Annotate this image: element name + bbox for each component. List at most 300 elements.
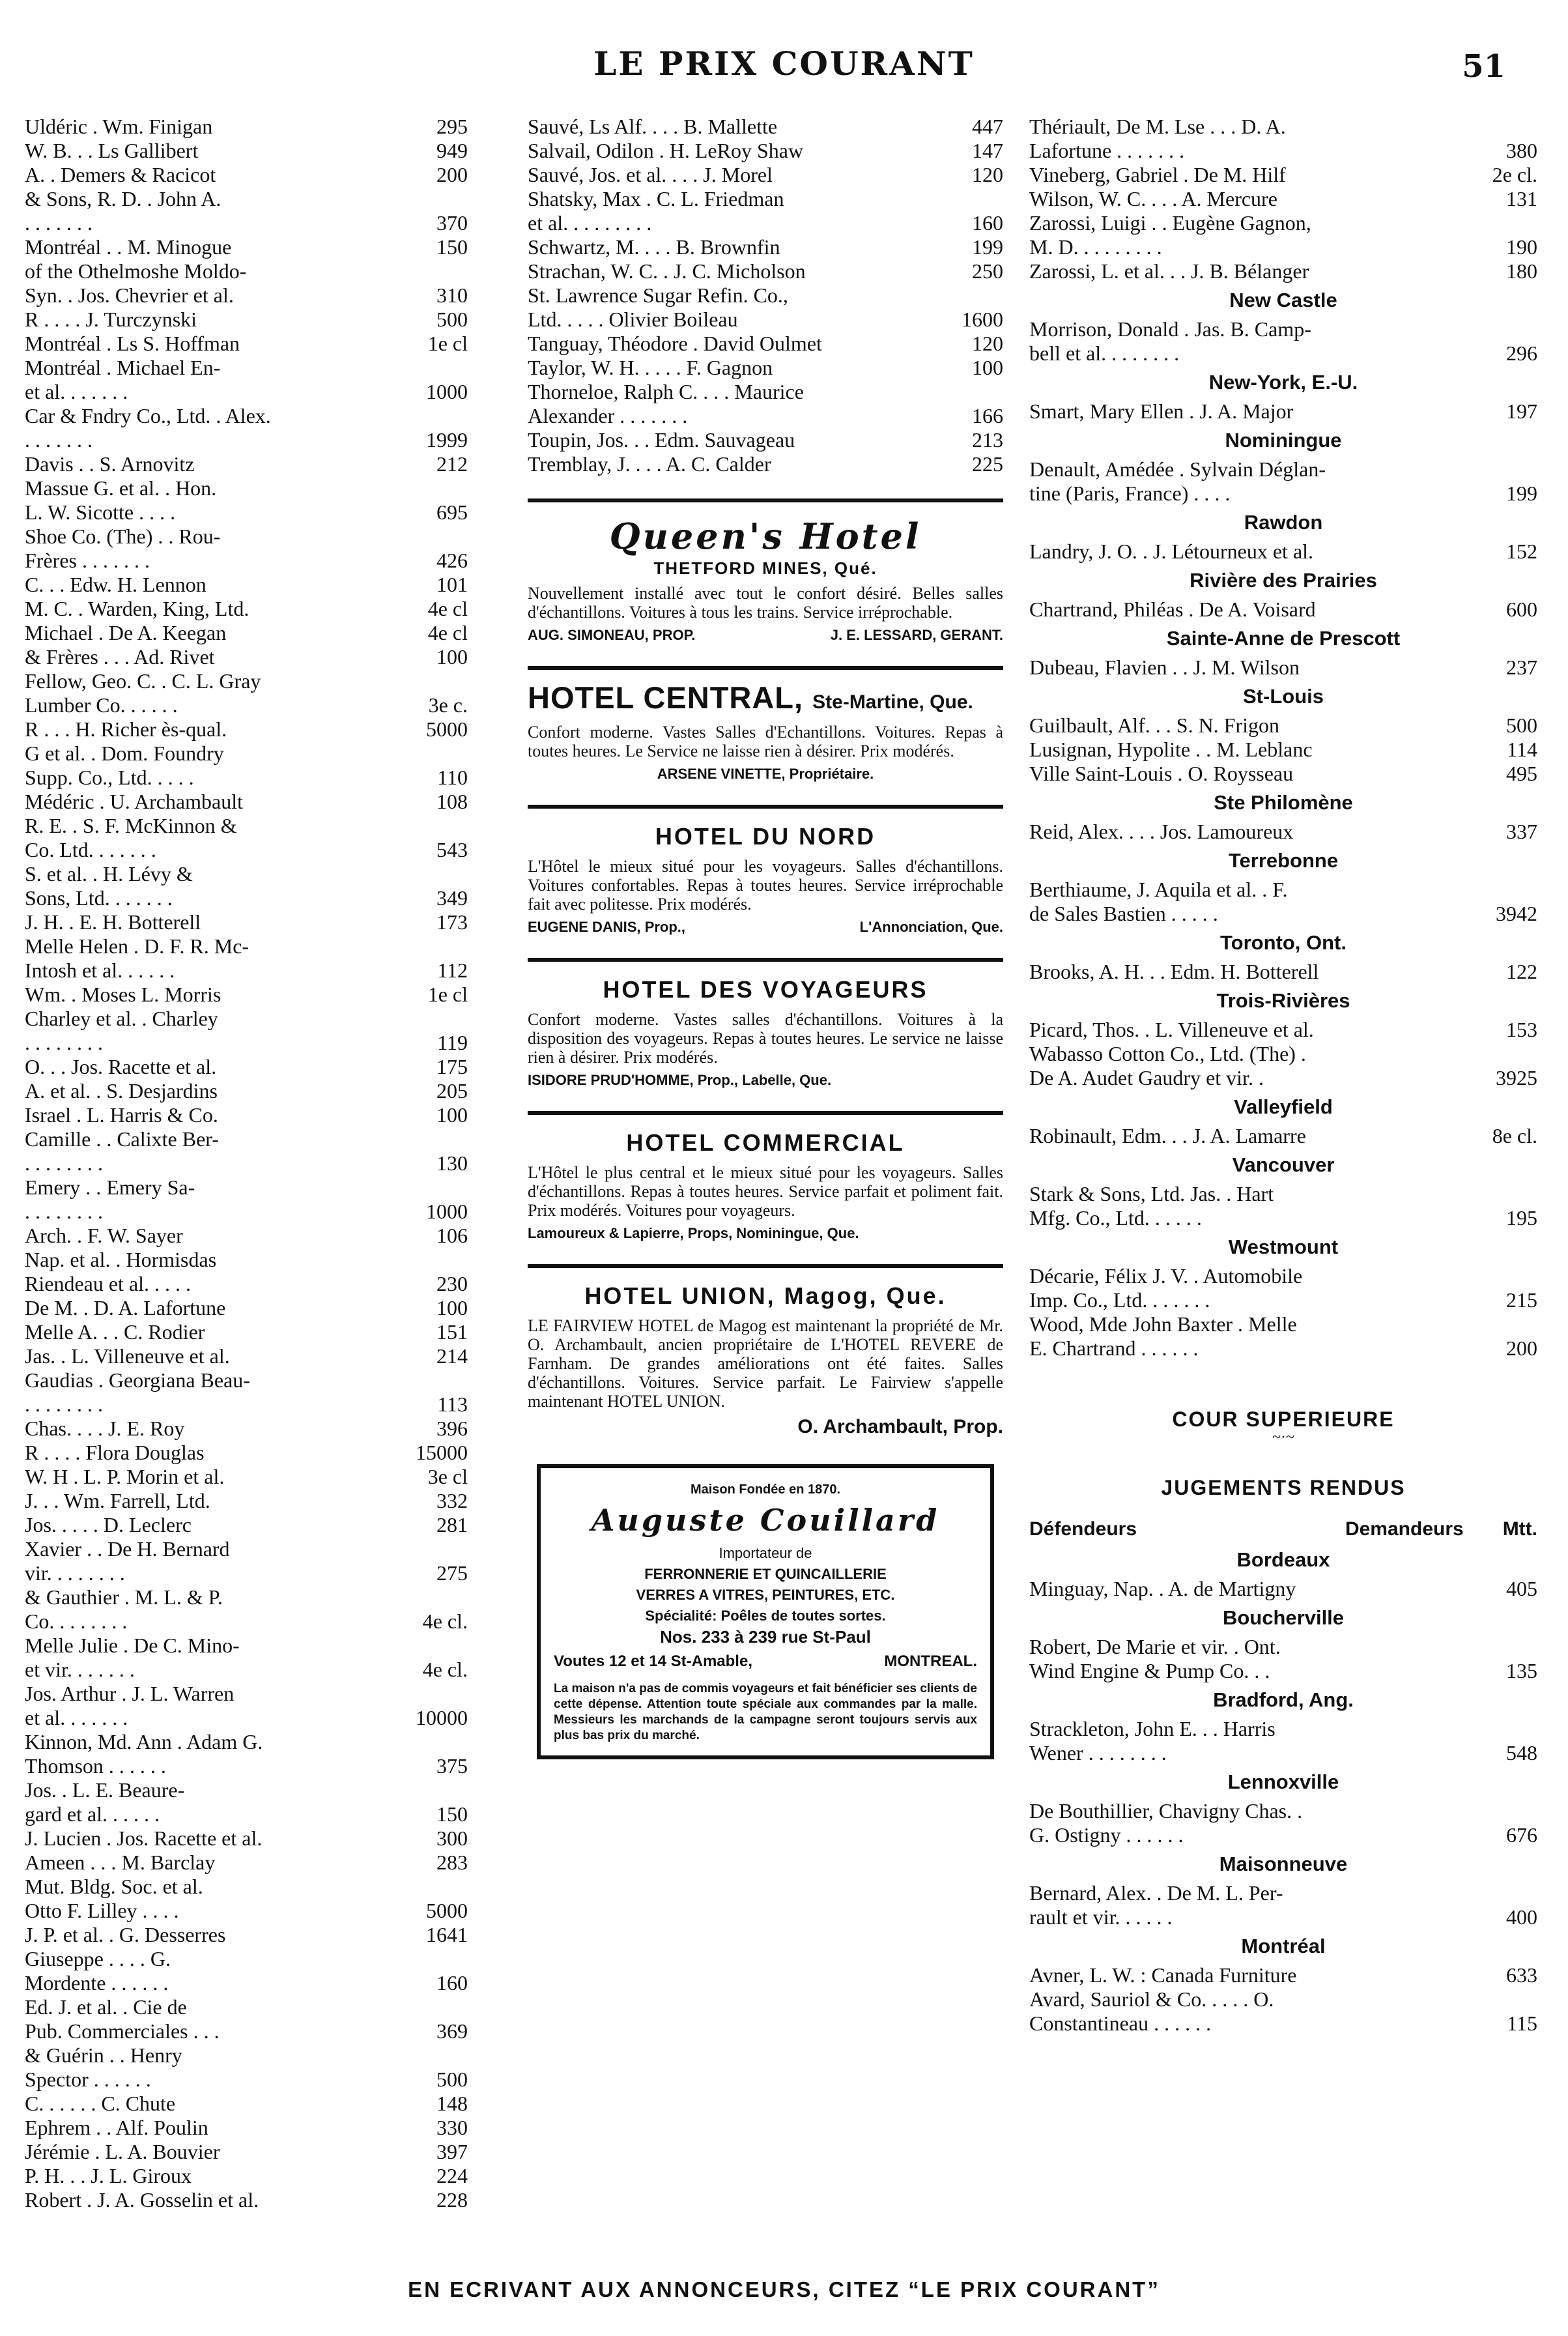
ad-name-text: HOTEL CENTRAL, bbox=[528, 680, 804, 715]
list-item bbox=[1029, 2012, 1537, 2036]
entry-amount: 337 bbox=[1506, 820, 1537, 843]
entry-amount: 113 bbox=[437, 1392, 468, 1416]
list-item bbox=[25, 1899, 468, 1923]
ad-signature bbox=[528, 919, 1003, 936]
list-item bbox=[1029, 259, 1537, 283]
entry-amount: 370 bbox=[436, 211, 468, 235]
entry-parties: et al. . . . . . . bbox=[25, 380, 128, 403]
list-item bbox=[25, 2164, 468, 2188]
list-item bbox=[25, 959, 468, 983]
list-item bbox=[1029, 211, 1537, 235]
entry-parties: M. D. . . . . . . . . bbox=[1029, 235, 1162, 259]
entry-amount: 400 bbox=[1506, 1905, 1537, 1929]
entry-amount: 5000 bbox=[426, 1899, 468, 1922]
list-item bbox=[1029, 820, 1537, 844]
entry-amount: 212 bbox=[436, 452, 468, 476]
entry-amount: 949 bbox=[436, 139, 468, 162]
middle-entries bbox=[528, 115, 1003, 476]
entry-amount: 225 bbox=[972, 452, 1003, 476]
list-item bbox=[1029, 1042, 1537, 1066]
entry-amount: 112 bbox=[437, 959, 468, 982]
entry-parties: De A. Audet Gaudry et vir. . bbox=[1029, 1066, 1264, 1089]
entry-parties: Davis . . S. Arnovitz bbox=[25, 452, 195, 476]
list-item bbox=[1029, 1659, 1537, 1683]
entry-amount: 426 bbox=[436, 549, 468, 572]
entry-amount: 237 bbox=[1506, 656, 1537, 679]
list-item bbox=[25, 693, 468, 717]
list-item bbox=[25, 1031, 468, 1055]
entry-parties: Shoe Co. (The) . . Rou- bbox=[25, 525, 221, 548]
list-item bbox=[528, 211, 1003, 235]
entry-parties: Michael . De A. Keegan bbox=[25, 621, 227, 644]
list-item bbox=[1029, 1881, 1537, 1905]
entry-parties: bell et al. . . . . . . . bbox=[1029, 341, 1180, 365]
entry-parties: Zarossi, L. et al. . . J. B. Bélanger bbox=[1029, 259, 1309, 283]
list-item bbox=[528, 187, 1003, 211]
place-heading: New-York, E.-U. bbox=[1208, 371, 1358, 394]
ad-line: Importateur de bbox=[719, 1545, 812, 1561]
ad-name: HOTEL UNION, Magog, Que. bbox=[584, 1282, 947, 1309]
entry-parties: Arch. . F. W. Sayer bbox=[25, 1224, 183, 1247]
entry-amount: 396 bbox=[436, 1417, 468, 1440]
entry-parties: Smart, Mary Ellen . J. A. Major bbox=[1029, 399, 1294, 423]
ad-hotel-des-voyageurs bbox=[528, 975, 1003, 1089]
list-item bbox=[25, 645, 468, 669]
entry-parties: Lumber Co. . . . . . bbox=[25, 693, 178, 717]
list-item bbox=[1029, 878, 1537, 902]
entry-amount: 695 bbox=[436, 500, 468, 524]
entry-amount: 500 bbox=[436, 308, 468, 331]
entry-amount: 122 bbox=[1506, 960, 1537, 983]
entry-parties: Stark & Sons, Ltd. Jas. . Hart bbox=[1029, 1182, 1274, 1205]
entry-parties: Montréal . . M. Minogue bbox=[25, 235, 232, 259]
entry-parties: Supp. Co., Ltd. . . . . bbox=[25, 766, 194, 789]
entry-parties: R. E. . S. F. McKinnon & bbox=[25, 814, 237, 837]
list-item bbox=[528, 308, 1003, 332]
list-item bbox=[1029, 1741, 1537, 1765]
entry-amount: 295 bbox=[436, 115, 468, 138]
list-item bbox=[25, 910, 468, 934]
entry-parties: Wabasso Cotton Co., Ltd. (The) . bbox=[1029, 1042, 1306, 1065]
place-heading: Vancouver bbox=[1232, 1153, 1335, 1176]
entry-parties: Spector . . . . . . bbox=[25, 2068, 151, 2091]
list-item bbox=[528, 259, 1003, 283]
entry-parties: Imp. Co., Ltd. . . . . . . bbox=[1029, 1288, 1210, 1312]
entry-parties: Mfg. Co., Ltd. . . . . . bbox=[1029, 1206, 1202, 1230]
entry-parties: Ltd. . . . . Olivier Boileau bbox=[528, 308, 738, 331]
entry-parties: Co. Ltd. . . . . . . bbox=[25, 838, 156, 861]
list-item bbox=[25, 621, 468, 645]
ad-hotel-du-nord bbox=[528, 822, 1003, 936]
list-item bbox=[25, 1344, 468, 1368]
entry-parties: M. C. . Warden, King, Ltd. bbox=[25, 597, 249, 620]
ad-name bbox=[528, 680, 1003, 717]
ad-city: MONTREAL. bbox=[884, 1652, 977, 1670]
entry-parties: Car & Fndry Co., Ltd. . Alex. bbox=[25, 404, 271, 427]
ad-signature: Lamoureux & Lapierre, Props, Nominingue, Que. bbox=[528, 1225, 859, 1241]
entry-amount: 1e cl bbox=[427, 332, 468, 355]
list-item bbox=[25, 1802, 468, 1826]
entry-parties: E. Chartrand . . . . . . bbox=[1029, 1336, 1199, 1360]
list-item bbox=[25, 308, 468, 332]
place-heading: Toronto, Ont. bbox=[1220, 931, 1347, 954]
ad-body: Confort moderne. Vastes Salles d'Echantillons. Voitures. Repas à toutes heures. Le Service ne laisse rien à désirer. Prix modérés. bbox=[528, 723, 1003, 760]
ad-signature bbox=[528, 627, 1003, 644]
list-item bbox=[25, 549, 468, 573]
entry-parties: C. . . Edw. H. Lennon bbox=[25, 573, 207, 596]
entry-parties: Israel . L. Harris & Co. bbox=[25, 1103, 218, 1127]
list-item bbox=[1029, 399, 1537, 424]
list-item bbox=[25, 2116, 468, 2140]
entry-amount: 131 bbox=[1506, 187, 1537, 210]
entry-parties: . . . . . . . . bbox=[25, 1031, 103, 1054]
place-heading: Bordeaux bbox=[1236, 1548, 1330, 1571]
list-item bbox=[25, 380, 468, 404]
ad-hotel-commercial bbox=[528, 1128, 1003, 1242]
entry-parties: S. et al. . H. Lévy & bbox=[25, 862, 193, 886]
ad-location: Ste-Martine, Que. bbox=[812, 691, 973, 713]
entry-parties: vir. . . . . . . . bbox=[25, 1561, 125, 1585]
entry-parties: Sauvé, Ls Alf. . . . B. Mallette bbox=[528, 115, 778, 138]
ad-signature: ISIDORE PRUD'HOMME, Prop., Labelle, Que. bbox=[528, 1072, 832, 1088]
entry-parties: R . . . . J. Turczynski bbox=[25, 308, 197, 331]
list-item bbox=[1029, 1264, 1537, 1288]
entry-amount: 224 bbox=[436, 2164, 468, 2187]
entry-parties: G. Ostigny . . . . . . bbox=[1029, 1823, 1184, 1847]
divider bbox=[528, 1264, 1003, 1268]
entry-amount: 173 bbox=[436, 910, 468, 934]
entry-amount: 153 bbox=[1506, 1018, 1537, 1041]
ad-signature: O. Archambault, Prop. bbox=[797, 1416, 1003, 1437]
entry-parties: Jos. Arthur . J. L. Warren bbox=[25, 1682, 235, 1705]
entry-parties: Zarossi, Luigi . . Eugène Gagnon, bbox=[1029, 211, 1311, 235]
entry-amount: 369 bbox=[436, 2019, 468, 2043]
list-item bbox=[25, 259, 468, 283]
list-item bbox=[25, 862, 468, 886]
entry-parties: Pub. Commerciales . . . bbox=[25, 2019, 220, 2043]
right-place-groups bbox=[1029, 283, 1537, 1361]
entry-amount: 15000 bbox=[416, 1441, 468, 1464]
list-item bbox=[25, 2043, 468, 2068]
entry-amount: 600 bbox=[1506, 598, 1537, 621]
entry-parties: Taylor, W. H. . . . . F. Gagnon bbox=[528, 356, 773, 379]
list-item bbox=[25, 790, 468, 814]
entry-parties: Alexander . . . . . . . bbox=[528, 404, 688, 427]
list-item bbox=[1029, 457, 1537, 482]
entry-parties: Vineberg, Gabriel . De M. Hilf bbox=[1029, 163, 1286, 186]
entry-parties: Thériault, De M. Lse . . . D. A. bbox=[1029, 115, 1286, 138]
entry-amount: 10000 bbox=[416, 1706, 468, 1729]
ad-body: L'Hôtel le plus central et le mieux situé pour les voyageurs. Salles d'échantillons. Repas à toutes heures. Service parfait et poliment fait. Prix modérés. Voitures pour voyageurs. bbox=[528, 1163, 1003, 1220]
entry-parties: Riendeau et al. . . . . bbox=[25, 1272, 192, 1295]
ad-hotel-central bbox=[528, 680, 1003, 783]
list-item bbox=[25, 332, 468, 356]
entry-amount: 106 bbox=[436, 1224, 468, 1247]
list-item bbox=[25, 838, 468, 862]
entry-amount: 281 bbox=[436, 1513, 468, 1536]
list-item bbox=[25, 187, 468, 211]
place-heading: Ste Philomène bbox=[1214, 791, 1353, 814]
list-item bbox=[25, 1537, 468, 1561]
entry-amount: 230 bbox=[436, 1272, 468, 1295]
place-heading: Montréal bbox=[1241, 1935, 1326, 1957]
entry-amount: 1641 bbox=[426, 1923, 468, 1946]
entry-amount: 130 bbox=[436, 1151, 468, 1175]
list-item bbox=[1029, 187, 1537, 211]
entry-amount: 3e c. bbox=[428, 693, 468, 717]
entry-amount: 330 bbox=[436, 2116, 468, 2139]
list-item bbox=[1029, 235, 1537, 259]
list-item bbox=[528, 428, 1003, 452]
entry-amount: 397 bbox=[436, 2140, 468, 2163]
header-defendeurs: Défendeurs bbox=[1029, 1518, 1137, 1540]
entry-parties: Otto F. Lilley . . . . bbox=[25, 1899, 179, 1922]
list-item bbox=[25, 404, 468, 428]
entry-amount: 500 bbox=[436, 2068, 468, 2091]
entry-amount: 200 bbox=[436, 163, 468, 186]
ad-line: FERRONNERIE ET QUINCAILLERIE bbox=[644, 1566, 887, 1582]
page-number: 51 bbox=[1462, 48, 1505, 85]
entry-parties: De M. . D. A. Lafortune bbox=[25, 1296, 226, 1319]
list-item bbox=[25, 1489, 468, 1513]
entry-amount: 332 bbox=[436, 1489, 468, 1512]
entry-parties: Landry, J. O. . J. Létourneux et al. bbox=[1029, 540, 1314, 563]
entry-parties: Montréal . Ls S. Hoffman bbox=[25, 332, 240, 355]
entry-amount: 197 bbox=[1506, 399, 1537, 423]
list-item bbox=[25, 1272, 468, 1296]
list-item bbox=[25, 597, 468, 621]
entry-parties: Gaudias . Georgiana Beau- bbox=[25, 1368, 250, 1392]
entry-parties: Morrison, Donald . Jas. B. Camp- bbox=[1029, 317, 1311, 341]
list-item bbox=[1029, 1066, 1537, 1090]
list-item bbox=[25, 2068, 468, 2092]
list-item bbox=[25, 163, 468, 187]
header-montant: Mtt. bbox=[1502, 1518, 1537, 1540]
entry-amount: 213 bbox=[972, 428, 1003, 452]
ad-vaults bbox=[554, 1652, 977, 1671]
list-item bbox=[1029, 1717, 1537, 1741]
list-item bbox=[1029, 1635, 1537, 1659]
entry-parties: . . . . . . . bbox=[25, 211, 93, 235]
entry-parties: P. H. . . J. L. Giroux bbox=[25, 2164, 192, 2187]
entry-parties: . . . . . . . . bbox=[25, 1200, 103, 1223]
list-item bbox=[25, 2140, 468, 2164]
list-item bbox=[528, 115, 1003, 139]
entry-parties: Syn. . Jos. Chevrier et al. bbox=[25, 283, 234, 307]
entry-parties: Chartrand, Philéas . De A. Voisard bbox=[1029, 598, 1316, 621]
entry-parties: Toupin, Jos. . . Edm. Sauvageau bbox=[528, 428, 795, 452]
divider bbox=[528, 666, 1003, 670]
list-item bbox=[1029, 1312, 1537, 1336]
entry-amount: 500 bbox=[1506, 714, 1537, 737]
list-item bbox=[1029, 1905, 1537, 1929]
judgments-list bbox=[1029, 1543, 1537, 2036]
list-item bbox=[25, 356, 468, 380]
entry-parties: Uldéric . Wm. Finigan bbox=[25, 115, 213, 138]
entry-parties: Intosh et al. . . . . . bbox=[25, 959, 175, 982]
entry-parties: . . . . . . . bbox=[25, 428, 93, 452]
list-item bbox=[25, 1995, 468, 2019]
entry-parties: Avner, L. W. : Canada Furniture bbox=[1029, 1963, 1297, 1987]
list-item bbox=[25, 211, 468, 235]
entry-parties: Mordente . . . . . . bbox=[25, 1971, 169, 1995]
entry-parties: Thomson . . . . . . bbox=[25, 1754, 166, 1778]
entry-parties: de Sales Bastien . . . . . bbox=[1029, 902, 1218, 925]
column-headers bbox=[1029, 1518, 1537, 1540]
entry-amount: 4e cl. bbox=[422, 1609, 468, 1633]
list-item bbox=[25, 742, 468, 766]
entry-amount: 100 bbox=[972, 356, 1003, 379]
entry-amount: 120 bbox=[972, 332, 1003, 355]
place-heading: Terrebonne bbox=[1228, 849, 1339, 872]
list-item bbox=[25, 1754, 468, 1778]
column-middle bbox=[528, 115, 1003, 1759]
entry-amount: 3925 bbox=[1496, 1066, 1537, 1089]
list-item bbox=[25, 814, 468, 838]
entry-parties: Lafortune . . . . . . . bbox=[1029, 139, 1185, 162]
entry-amount: 300 bbox=[436, 1826, 468, 1850]
list-item bbox=[25, 1103, 468, 1127]
entry-amount: 495 bbox=[1506, 762, 1537, 785]
place-heading: Bradford, Ang. bbox=[1213, 1688, 1354, 1711]
entry-parties: O. . . Jos. Racette et al. bbox=[25, 1055, 217, 1078]
entry-amount: 676 bbox=[1506, 1823, 1537, 1847]
entry-parties: Jos. . . . . D. Leclerc bbox=[25, 1513, 192, 1536]
list-item bbox=[25, 1513, 468, 1537]
entry-amount: 447 bbox=[972, 115, 1003, 138]
ad-body: L'Hôtel le mieux situé pour les voyageurs. Salles d'échantillons. Voitures confortables. Repas à toutes heures. Service irréprochable fait avec politesse. Prix modérés. bbox=[528, 857, 1003, 914]
entry-parties: Fellow, Geo. C. . C. L. Gray bbox=[25, 669, 261, 693]
list-item bbox=[25, 573, 468, 597]
entry-parties: Ephrem . . Alf. Poulin bbox=[25, 2116, 208, 2139]
entry-amount: 215 bbox=[1506, 1288, 1537, 1312]
ad-queens-hotel bbox=[528, 515, 1003, 644]
list-item bbox=[1029, 115, 1537, 139]
ad-name: HOTEL DES VOYAGEURS bbox=[603, 976, 928, 1003]
list-item bbox=[25, 886, 468, 910]
ad-body: Nouvellement installé avec tout le confort désiré. Belles salles d'échantillons. Voitures à tous les trains. Service irréprochable. bbox=[528, 584, 1003, 622]
entry-parties: Chas. . . . J. E. Roy bbox=[25, 1417, 185, 1440]
place-heading: Lennoxville bbox=[1227, 1770, 1339, 1793]
entry-parties: . . . . . . . . bbox=[25, 1151, 103, 1175]
entry-parties: Melle A. . . C. Rodier bbox=[25, 1320, 205, 1344]
list-item bbox=[25, 1175, 468, 1200]
entry-parties: Avard, Sauriol & Co. . . . . O. bbox=[1029, 1987, 1274, 2011]
ad-specialty: Spécialité: Poêles de toutes sortes. bbox=[645, 1608, 886, 1624]
entry-parties: Wood, Mde John Baxter . Melle bbox=[1029, 1312, 1297, 1336]
place-heading: Westmount bbox=[1228, 1235, 1339, 1258]
entry-parties: Wener . . . . . . . . bbox=[1029, 1741, 1167, 1765]
list-item bbox=[1029, 1577, 1537, 1601]
ad-signature: ARSENE VINETTE, Propriétaire. bbox=[657, 766, 874, 782]
list-item bbox=[25, 1200, 468, 1224]
list-item bbox=[1029, 1963, 1537, 1987]
ad-address: Nos. 233 à 239 rue St-Paul bbox=[660, 1627, 871, 1647]
right-top-entries bbox=[1029, 115, 1537, 283]
entry-parties: J. P. et al. . G. Desserres bbox=[25, 1923, 226, 1946]
list-item bbox=[25, 1947, 468, 1971]
list-item bbox=[25, 500, 468, 525]
list-item bbox=[1029, 1336, 1537, 1361]
ad-name: Auguste Couillard bbox=[591, 1503, 940, 1538]
list-item bbox=[1029, 902, 1537, 926]
list-item bbox=[25, 1971, 468, 1995]
entry-parties: Wm. . Moses L. Morris bbox=[25, 983, 221, 1006]
ornament: ~·~ bbox=[1272, 1429, 1294, 1446]
entry-amount: 4e cl bbox=[427, 621, 468, 644]
entry-amount: 160 bbox=[972, 211, 1003, 235]
entry-amount: 296 bbox=[1506, 341, 1537, 365]
entry-amount: 228 bbox=[436, 2188, 468, 2212]
section-title: COUR SUPERIEURE bbox=[1172, 1407, 1395, 1431]
entry-parties: Xavier . . De H. Bernard bbox=[25, 1537, 230, 1561]
entry-amount: 160 bbox=[436, 1971, 468, 1995]
ad-note: La maison n'a pas de commis voyageurs et fait bénéficier ses clients de cette dépense. Attention toute spéciale aux commandes par la malle. Messieurs les marchands de la campagne seront toujours servis aux plus bas prix du marché. bbox=[554, 1682, 977, 1742]
entry-amount: 380 bbox=[1506, 139, 1537, 162]
list-item bbox=[1029, 1182, 1537, 1206]
list-item bbox=[1029, 714, 1537, 738]
list-item bbox=[528, 235, 1003, 259]
entry-parties: L. W. Sicotte . . . . bbox=[25, 500, 176, 524]
list-item bbox=[528, 332, 1003, 356]
entry-parties: Thorneloe, Ralph C. . . . Maurice bbox=[528, 380, 804, 403]
list-item bbox=[25, 1634, 468, 1658]
entry-amount: 310 bbox=[436, 283, 468, 307]
list-item bbox=[1029, 139, 1537, 163]
entry-parties: Melle Julie . De C. Mino- bbox=[25, 1634, 240, 1657]
ad-manager: J. E. LESSARD, GERANT. bbox=[830, 627, 1003, 643]
entry-amount: 405 bbox=[1506, 1577, 1537, 1600]
list-item bbox=[25, 1609, 468, 1634]
list-item bbox=[25, 934, 468, 959]
entry-parties: et vir. . . . . . . bbox=[25, 1658, 135, 1681]
place-heading: New Castle bbox=[1229, 289, 1337, 311]
entry-parties: Lusignan, Hypolite . . M. Leblanc bbox=[1029, 738, 1313, 761]
ad-proprietor: EUGENE DANIS, Prop., bbox=[528, 919, 686, 935]
entry-amount: 8e cl. bbox=[1492, 1124, 1537, 1147]
entry-amount: 190 bbox=[1506, 235, 1537, 259]
entry-amount: 205 bbox=[436, 1079, 468, 1103]
entry-parties: C. . . . . . C. Chute bbox=[25, 2092, 176, 2115]
list-item bbox=[25, 1465, 468, 1489]
entry-amount: 1999 bbox=[426, 428, 468, 452]
list-item bbox=[1029, 656, 1537, 680]
list-item bbox=[1029, 738, 1537, 762]
entry-parties: Sons, Ltd. . . . . . . bbox=[25, 886, 173, 910]
entry-amount: 100 bbox=[436, 645, 468, 669]
entry-parties: A. . Demers & Racicot bbox=[25, 163, 216, 186]
list-item bbox=[1029, 341, 1537, 366]
entry-amount: 180 bbox=[1506, 259, 1537, 283]
ad-body: Confort moderne. Vastes salles d'échantillons. Voitures à la disposition des voyageurs. Repas à toutes heures. Le service ne laisse rien à désirer. Prix modérés. bbox=[528, 1010, 1003, 1067]
entry-amount: 275 bbox=[436, 1561, 468, 1585]
list-item bbox=[25, 1296, 468, 1320]
entry-amount: 2e cl. bbox=[1492, 163, 1537, 186]
entry-parties: Nap. et al. . Hormisdas bbox=[25, 1248, 217, 1271]
entry-parties: Frères . . . . . . . bbox=[25, 549, 150, 572]
entry-parties: A. et al. . S. Desjardins bbox=[25, 1079, 218, 1103]
entry-parties: Picard, Thos. . L. Villeneuve et al. bbox=[1029, 1018, 1314, 1041]
entry-parties: Massue G. et al. . Hon. bbox=[25, 476, 217, 500]
list-item bbox=[1029, 1018, 1537, 1042]
entry-parties: Melle Helen . D. F. R. Mc- bbox=[25, 934, 249, 958]
entry-parties: Dubeau, Flavien . . J. M. Wilson bbox=[1029, 656, 1300, 679]
list-item bbox=[528, 404, 1003, 428]
entry-parties: Sauvé, Jos. et al. . . . J. Morel bbox=[528, 163, 773, 186]
list-item bbox=[1029, 598, 1537, 622]
entry-amount: 543 bbox=[436, 838, 468, 861]
column-left bbox=[25, 115, 468, 2212]
